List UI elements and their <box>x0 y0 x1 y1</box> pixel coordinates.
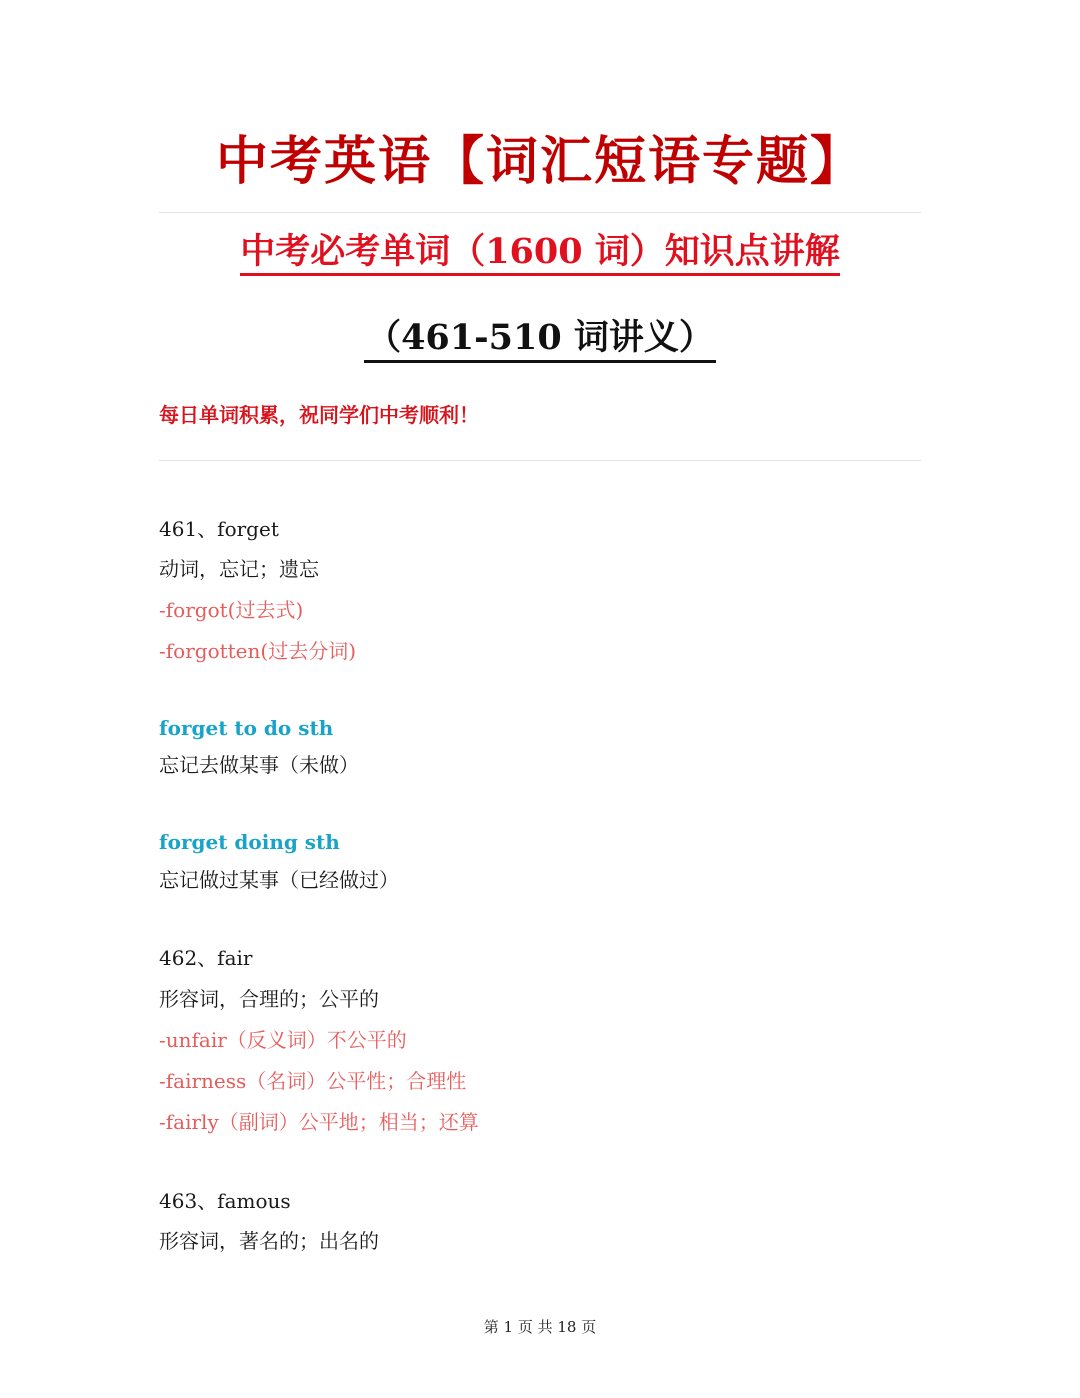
lecture-range-text: （461-510 词讲义） <box>364 317 716 363</box>
page-number: 第 1 页 共 18 页 <box>483 1318 597 1336</box>
word-form: -unfair（反义词）不公平的 <box>159 1028 407 1052</box>
phrase: forget doing sth <box>159 830 340 854</box>
entry-heading: 462、fair <box>159 946 253 970</box>
phrase: forget to do sth <box>159 716 334 740</box>
motto: 每日单词积累，祝同学们中考顺利！ <box>159 403 479 427</box>
lecture-range <box>0 314 1080 362</box>
entry-heading: 461、forget <box>159 517 279 541</box>
entry-heading: 463、famous <box>159 1189 291 1213</box>
divider-bottom <box>159 460 921 461</box>
entry-meaning: 动词，忘记；遗忘 <box>159 557 319 581</box>
entry-meaning: 形容词，合理的；公平的 <box>159 987 379 1011</box>
main-title: 中考英语【词汇短语专题】 <box>215 132 864 192</box>
subtitle <box>0 228 1080 276</box>
word-form: -forgot(过去式) <box>159 598 304 622</box>
entry-meaning: 形容词，著名的；出名的 <box>159 1229 379 1253</box>
phrase-meaning: 忘记做过某事（已经做过） <box>159 868 399 892</box>
word-form: -fairly（副词）公平地；相当；还算 <box>159 1110 479 1134</box>
word-form: -forgotten(过去分词) <box>159 639 357 663</box>
subtitle-text: 中考必考单词（1600 词）知识点讲解 <box>240 231 840 276</box>
divider-top <box>159 212 921 213</box>
phrase-meaning: 忘记去做某事（未做） <box>159 753 359 777</box>
word-form: -fairness（名词）公平性；合理性 <box>159 1069 467 1093</box>
